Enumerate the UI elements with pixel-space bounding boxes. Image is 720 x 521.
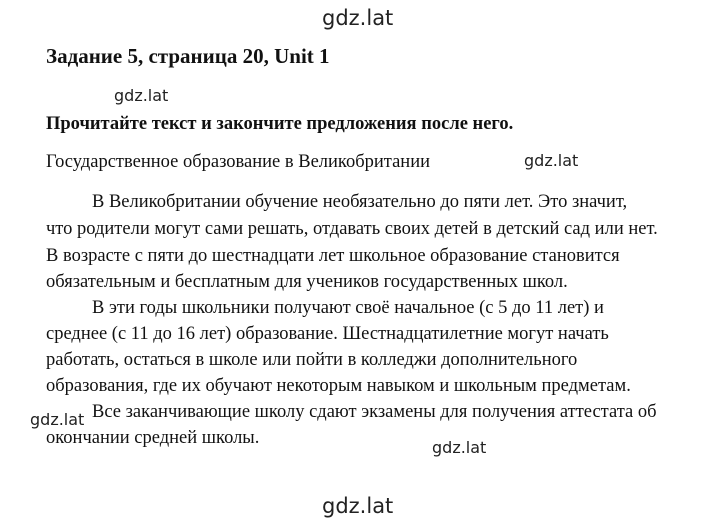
- text-subheading: Государственное образование в Великобритании: [46, 152, 430, 172]
- watermark-bottom-mid: gdz.lat: [432, 438, 487, 457]
- text-line: образования, где их обучают некоторым навыком и школьным предметам.: [46, 376, 631, 396]
- text-line: Все заканчивающие школу сдают экзамены для получения аттестата об: [92, 402, 657, 422]
- text-line: В Великобритании обучение необязательно до пяти лет. Это значит,: [92, 192, 628, 212]
- watermark-title-below: gdz.lat: [114, 86, 169, 105]
- watermark-top: gdz.lat: [322, 6, 394, 30]
- text-line: работать, остаться в школе или пойти в колледжи дополнительного: [46, 350, 578, 370]
- text-line: среднее (с 11 до 16 лет) образование. Шестнадцатилетние могут начать: [46, 324, 609, 344]
- text-line: что родители могут сами решать, отдавать своих детей в детский сад или нет.: [46, 219, 658, 239]
- text-line: В возрасте с пяти до шестнадцати лет школьное образование становится: [46, 246, 620, 266]
- text-line: В эти годы школьники получают своё начальное (с 5 до 11 лет) и: [92, 298, 604, 318]
- task-instruction: Прочитайте текст и закончите предложения после него.: [46, 114, 514, 134]
- watermark-left-margin: gdz.lat: [30, 410, 85, 429]
- watermark-footer: gdz.lat: [322, 494, 394, 518]
- watermark-subheading-right: gdz.lat: [524, 151, 579, 170]
- task-title: Задание 5, страница 20, Unit 1: [46, 44, 330, 68]
- text-line: обязательным и бесплатным для учеников государственных школ.: [46, 272, 568, 292]
- text-line: окончании средней школы.: [46, 428, 260, 448]
